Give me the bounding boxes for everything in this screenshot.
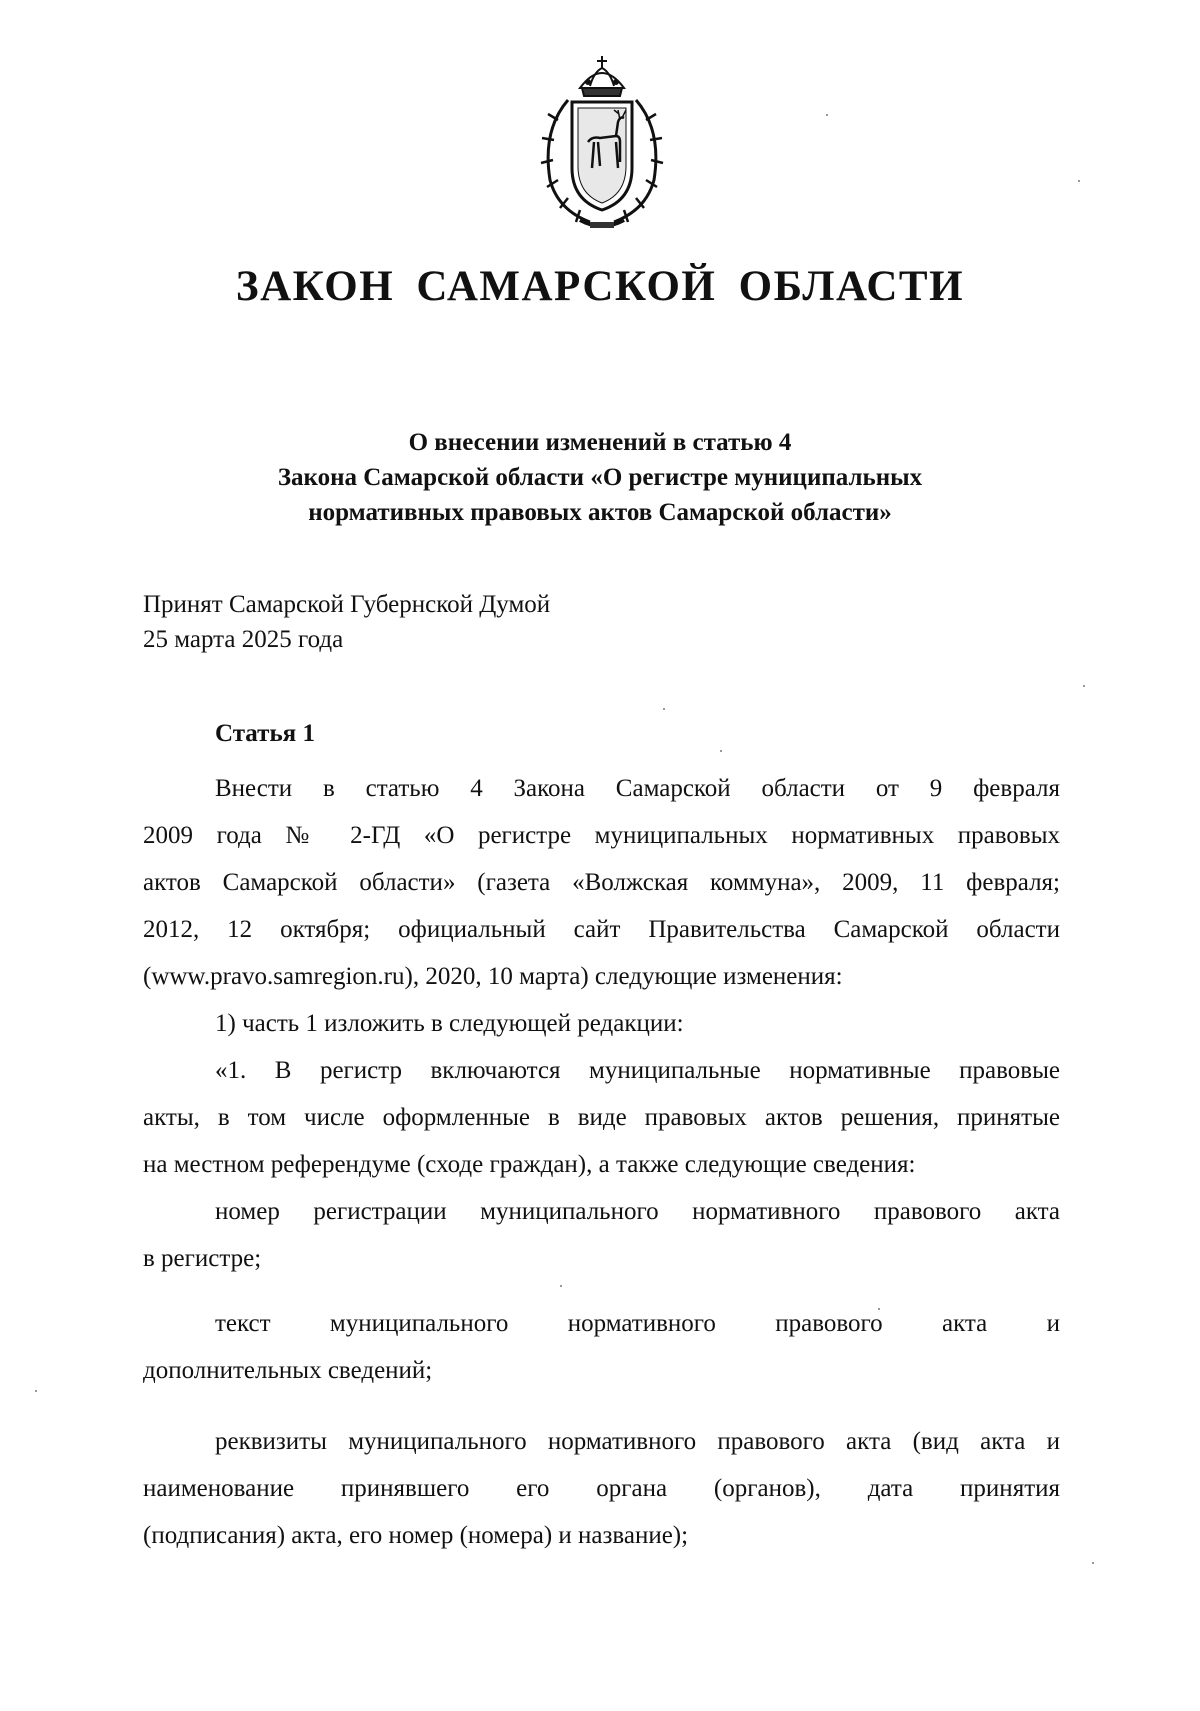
scan-speck bbox=[720, 750, 722, 752]
paragraph-line: номер регистрации муниципального нормативного правового акта bbox=[215, 1198, 1060, 1225]
scan-speck bbox=[1092, 1562, 1094, 1564]
adoption-date: 25 марта 2025 года bbox=[143, 626, 344, 653]
article-paragraph bbox=[143, 1300, 1060, 1394]
subtitle-line: Закона Самарской области «О регистре муниципальных bbox=[277, 464, 923, 491]
scan-speck bbox=[663, 708, 665, 710]
subtitle-line: нормативных правовых актов Самарской области» bbox=[308, 499, 892, 526]
scan-speck bbox=[35, 1390, 37, 1392]
article-paragraph bbox=[143, 1000, 1060, 1047]
law-title: ЗАКОН САМАРСКОЙ ОБЛАСТИ bbox=[235, 263, 965, 310]
law-subtitle bbox=[150, 425, 1050, 530]
paragraph-line: наименование принявшего его органа (органов), дата принятия bbox=[143, 1475, 1060, 1502]
paragraph-line: реквизиты муниципального нормативного правового акта (вид акта и bbox=[215, 1428, 1060, 1455]
paragraph-line: 2012, 12 октября; официальный сайт Правительства Самарской области bbox=[143, 916, 1060, 943]
adoption-body: Принят Самарской Губернской Думой bbox=[143, 591, 551, 618]
subtitle-line: О внесении изменений в статью 4 bbox=[408, 429, 792, 456]
paragraph-line: текст муниципального нормативного правового акта и bbox=[215, 1310, 1060, 1337]
coat-of-arms-emblem bbox=[528, 50, 676, 236]
paragraph-line: «1. В регистр включаются муниципальные нормативные правовые bbox=[215, 1057, 1060, 1084]
paragraph-line: Внести в статью 4 Закона Самарской области от 9 февраля bbox=[215, 775, 1060, 802]
article-heading: Статья 1 bbox=[215, 720, 315, 747]
paragraph-line: в регистре; bbox=[143, 1245, 262, 1272]
scan-speck bbox=[1078, 180, 1080, 182]
scan-speck bbox=[1083, 685, 1085, 687]
scan-speck bbox=[878, 1308, 880, 1310]
paragraph-line: 1) часть 1 изложить в следующей редакции: bbox=[215, 1010, 684, 1037]
article-paragraph bbox=[143, 1418, 1060, 1559]
scan-speck bbox=[826, 114, 828, 116]
article-paragraph bbox=[143, 1047, 1060, 1188]
paragraph-line: на местном референдуме (сходе граждан), а также следующие сведения: bbox=[143, 1151, 916, 1178]
article-paragraph bbox=[143, 765, 1060, 1000]
paragraph-line: (подписания) акта, его номер (номера) и название); bbox=[143, 1522, 689, 1549]
paragraph-line: дополнительных сведений; bbox=[143, 1357, 433, 1384]
scan-speck bbox=[560, 1285, 562, 1287]
paragraph-line: актов Самарской области» (газета «Волжская коммуна», 2009, 11 февраля; bbox=[143, 869, 1060, 896]
adoption-info bbox=[143, 587, 550, 657]
article-paragraph bbox=[143, 1188, 1060, 1282]
paragraph-line: 2009 года № 2-ГД «О регистре муниципальных нормативных правовых bbox=[143, 822, 1060, 849]
paragraph-line: акты, в том числе оформленные в виде правовых актов решения, принятые bbox=[143, 1104, 1060, 1131]
paragraph-line: (www.pravo.samregion.ru), 2020, 10 марта) следующие изменения: bbox=[143, 963, 843, 990]
